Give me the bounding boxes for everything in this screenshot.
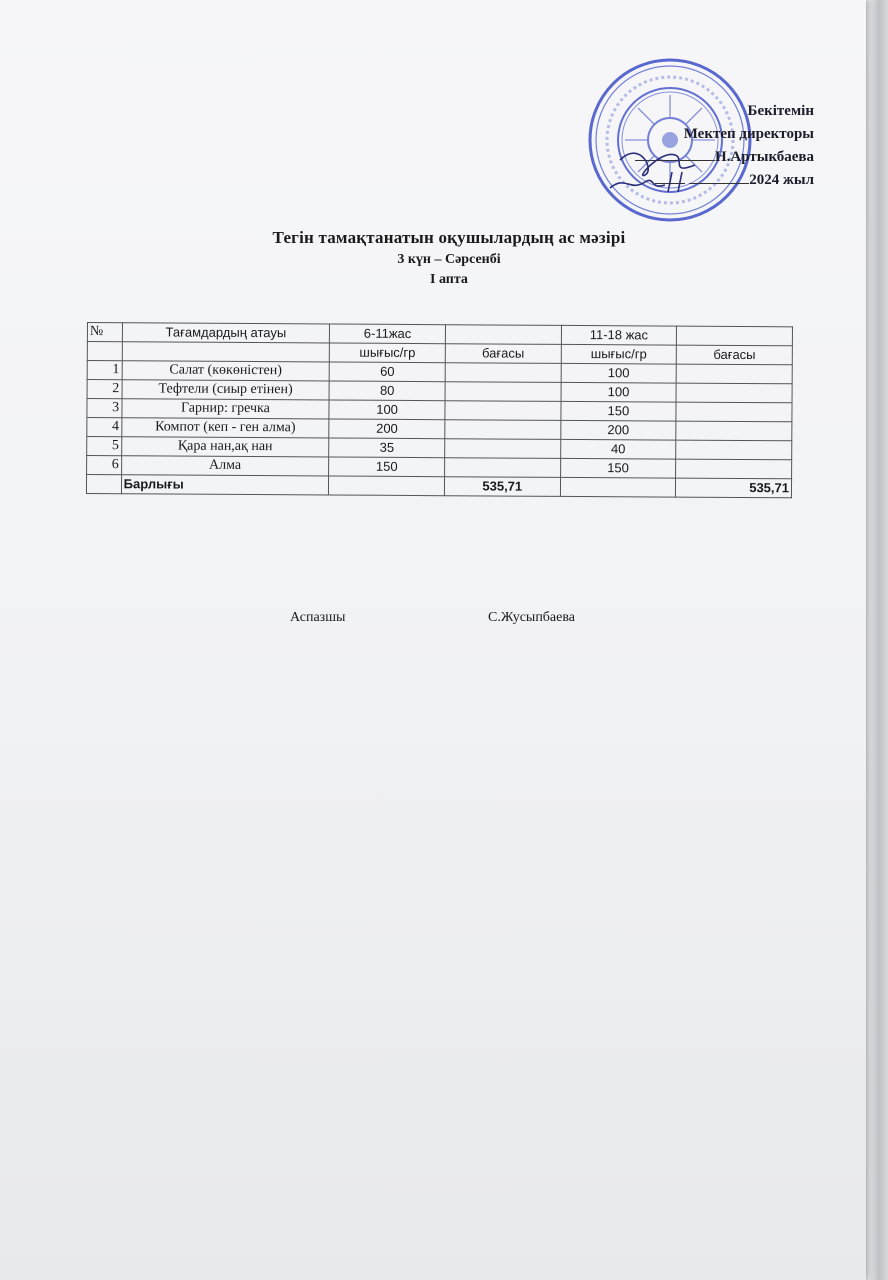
header-age2: 11-18 жас bbox=[561, 325, 677, 345]
row-price-2 bbox=[676, 459, 792, 479]
row-price-2 bbox=[676, 364, 792, 384]
row-num: 1 bbox=[87, 361, 122, 380]
row-dish-name: Компот (кеп - ген алма) bbox=[121, 418, 329, 438]
row-price-2 bbox=[676, 402, 792, 422]
approval-title: Бекітемін bbox=[747, 103, 814, 119]
total-blank-g2 bbox=[560, 477, 676, 497]
row-dish-name: Гарнир: гречка bbox=[122, 399, 330, 419]
director-name: Н.Артыкбаева bbox=[714, 149, 814, 165]
menu-table bbox=[86, 322, 793, 498]
row-num: 5 bbox=[87, 437, 122, 456]
subheader-out2: шығыс/гр bbox=[561, 344, 677, 364]
subheader-out1: шығыс/гр bbox=[330, 343, 446, 363]
document-titles bbox=[0, 228, 866, 288]
row-grams-1: 100 bbox=[329, 400, 445, 420]
header-name: Тағамдардың атауы bbox=[122, 323, 330, 343]
handwritten-signature-icon bbox=[600, 130, 730, 200]
table-total-row bbox=[86, 475, 791, 498]
row-grams-2: 200 bbox=[560, 420, 676, 440]
row-dish-name: Қара нан,ақ нан bbox=[121, 437, 329, 457]
row-grams-2: 100 bbox=[561, 382, 677, 402]
approval-position: Мектеп директоры bbox=[683, 126, 814, 142]
day-subtitle: 3 күн – Сәрсенбі bbox=[397, 252, 501, 267]
header-blank-1 bbox=[445, 325, 561, 345]
row-grams-1: 80 bbox=[329, 381, 445, 401]
row-dish-name: Алма bbox=[121, 456, 329, 476]
row-grams-2: 150 bbox=[560, 458, 676, 478]
row-grams-2: 150 bbox=[561, 401, 677, 421]
row-price-1 bbox=[445, 458, 561, 478]
row-grams-1: 200 bbox=[329, 419, 445, 439]
row-dish-name: Салат (көкөністен) bbox=[122, 361, 330, 381]
week-subtitle: I апта bbox=[430, 272, 468, 287]
row-price-1 bbox=[445, 439, 561, 459]
row-price-1 bbox=[445, 401, 561, 421]
subheader-blank-num bbox=[87, 342, 122, 361]
row-grams-1: 35 bbox=[329, 438, 445, 458]
subheader-price2: бағасы bbox=[677, 345, 793, 365]
subheader-price1: бағасы bbox=[445, 344, 561, 364]
row-num: 4 bbox=[87, 418, 122, 437]
row-dish-name: Тефтели (сиыр етінен) bbox=[122, 380, 330, 400]
row-num: 3 bbox=[87, 399, 122, 418]
subheader-blank-name bbox=[122, 342, 330, 362]
header-blank-2 bbox=[677, 326, 793, 346]
header-num: № bbox=[87, 323, 122, 342]
total-price-1: 535,71 bbox=[444, 477, 560, 497]
header-age1: 6-11жас bbox=[330, 324, 446, 344]
approval-year: 2024 жыл bbox=[749, 172, 814, 188]
row-grams-1: 60 bbox=[329, 362, 445, 382]
row-grams-2: 100 bbox=[561, 363, 677, 383]
row-price-2 bbox=[676, 440, 792, 460]
cook-name: С.Жусыпбаева bbox=[488, 610, 576, 625]
cook-title: Аспазшы bbox=[290, 610, 346, 625]
total-blank-g1 bbox=[329, 476, 445, 496]
document-title: Тегін тамақтанатын оқушылардың ас мәзірі bbox=[272, 228, 626, 247]
row-price-1 bbox=[445, 382, 561, 402]
total-price-2: 535,71 bbox=[676, 478, 792, 498]
row-num: 2 bbox=[87, 380, 122, 399]
row-grams-1: 150 bbox=[329, 457, 445, 477]
row-num: 6 bbox=[87, 456, 122, 475]
row-price-2 bbox=[676, 421, 792, 441]
row-price-1 bbox=[445, 363, 561, 383]
total-label: Барлығы bbox=[121, 475, 329, 495]
total-blank-num bbox=[86, 475, 121, 494]
row-price-1 bbox=[445, 420, 561, 440]
row-price-2 bbox=[676, 383, 792, 403]
row-grams-2: 40 bbox=[560, 439, 676, 459]
